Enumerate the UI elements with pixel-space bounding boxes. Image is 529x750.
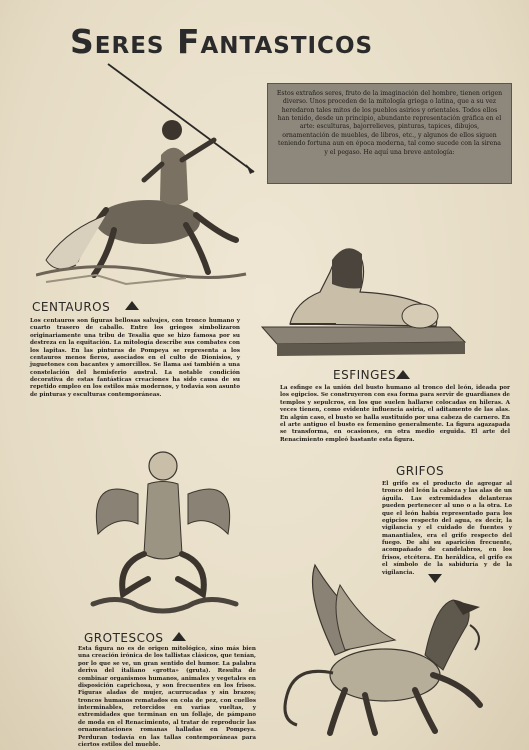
grifos-text: El grifo es el producto de agregar al tronco del león la cabeza y las alas de un águila. Las extremidades delanteras pueden pertenecer al uno o a la otra. Lo que el león había representado para los egipcios respecto del agua, es decir, la vigilancia y el cuidado de fuentes y manantiales, era el grifo respecto del fuego. De ahí su aparición frecuente, acompañado de candelabros, en los frisos, etcétera. En heráldica, el grifo es el símbolo de la sabiduría y de la vigilancia. [382, 481, 512, 576]
grotescos-title: GROTESCOS [84, 631, 164, 645]
esfinges-title: ESFINGES [333, 368, 397, 382]
centauros-text: Los centauros son figuras bellosas salvajes, con tronco humano y cuarto trasero de caballo. Entre los griegos simbolizaron originariamente una tribu de Tesalia que se hizo famosa por su destreza en la equitación. La mitología describe sus combates con los lapitas. En las pinturas de Pompeya se representa a los centauros menos fieros, asociados en el culto de Dionisios, y juguetones con bacantes y amorcillos. Se llama así también a una constelación del hemisferio austral. La notable condición decorativa de estas fantásticas creaciones ha sido causa de su repetido empleo en los estilos más modernos, y todavía son asunto de pinturas y esculturas contemporáneas. [30, 318, 240, 398]
intro-box [267, 83, 512, 184]
centaur-illustration [36, 60, 266, 290]
page-title: Seres Fantasticos [70, 22, 374, 61]
esfinges-text: La esfinge es la unión del busto humano al tronco del león, ideada por los egipcios. Se construyeron con esa forma para servir de guardianes de templos y sepulcros, en los que suelen hallarse colocadas en hileras. A veces tienen, como evidente influencia asiria, el aditamento de las alas. En algún caso, el busto se halla sustituído por una cabeza de carnero. En el arte antiguo el busto es femenino generalmente. La figura agazapada se transforma, en ocasiones, en otra medio erguida. El arte del Renacimiento empleó bastante esta figura. [280, 385, 510, 443]
triangle-icon [125, 301, 139, 310]
grotescos-text: Esta figura no es de origen mitológico, sino más bien una creación irónica de los tallistas clásicos, que tenían, por lo que se ve, un gran sentido del humor. La palabra deriva del italiano «grotta» (gruta). Resulta de combinar organismos humanos, animales y vegetales en disposición caprichosa, y son frecuentes en los frisos. Figuras aladas de mujer, acurrucadas y sin brazos; troncos humanos rematados en cola de pez, con cuellos interminables, retorcidos en varias vueltas, y extremidades que terminan en un follaje, de pámpano de moda en el Renacimiento, al tratar de reproducir las ornamentaciones romanas halladas en Pompeya. Perduran todavía en las tallas contemporáneas para ciertos estilos del mueble. [78, 646, 256, 748]
triangle-icon [396, 370, 410, 379]
grifos-title: GRIFOS [396, 464, 445, 478]
sphinx-illustration [250, 232, 475, 367]
intro-text: Estos extraños seres, fruto de la imaginación del hombre, tienen origen diverso. Unos proceden de la mitología griega o latina, que a su vez heredaron tales mitos de los pueblos asirios y orientales. Todos ellos han tenido, desde un principio, abundante representación gráfica en el arte: esculturas, bajorrelieves, pinturas, tapices, dibujos, ornamentación de muebles, de libros, etc., y algunos de ellos siguen teniendo fortuna aun en época moderna, tal como sucede con la sirena y el pegaso. He aquí una breve antología: [276, 90, 503, 156]
grotesque-illustration [78, 444, 248, 624]
centauros-title: CENTAUROS [32, 300, 111, 314]
triangle-icon [172, 632, 186, 641]
griffin-illustration [275, 555, 505, 740]
